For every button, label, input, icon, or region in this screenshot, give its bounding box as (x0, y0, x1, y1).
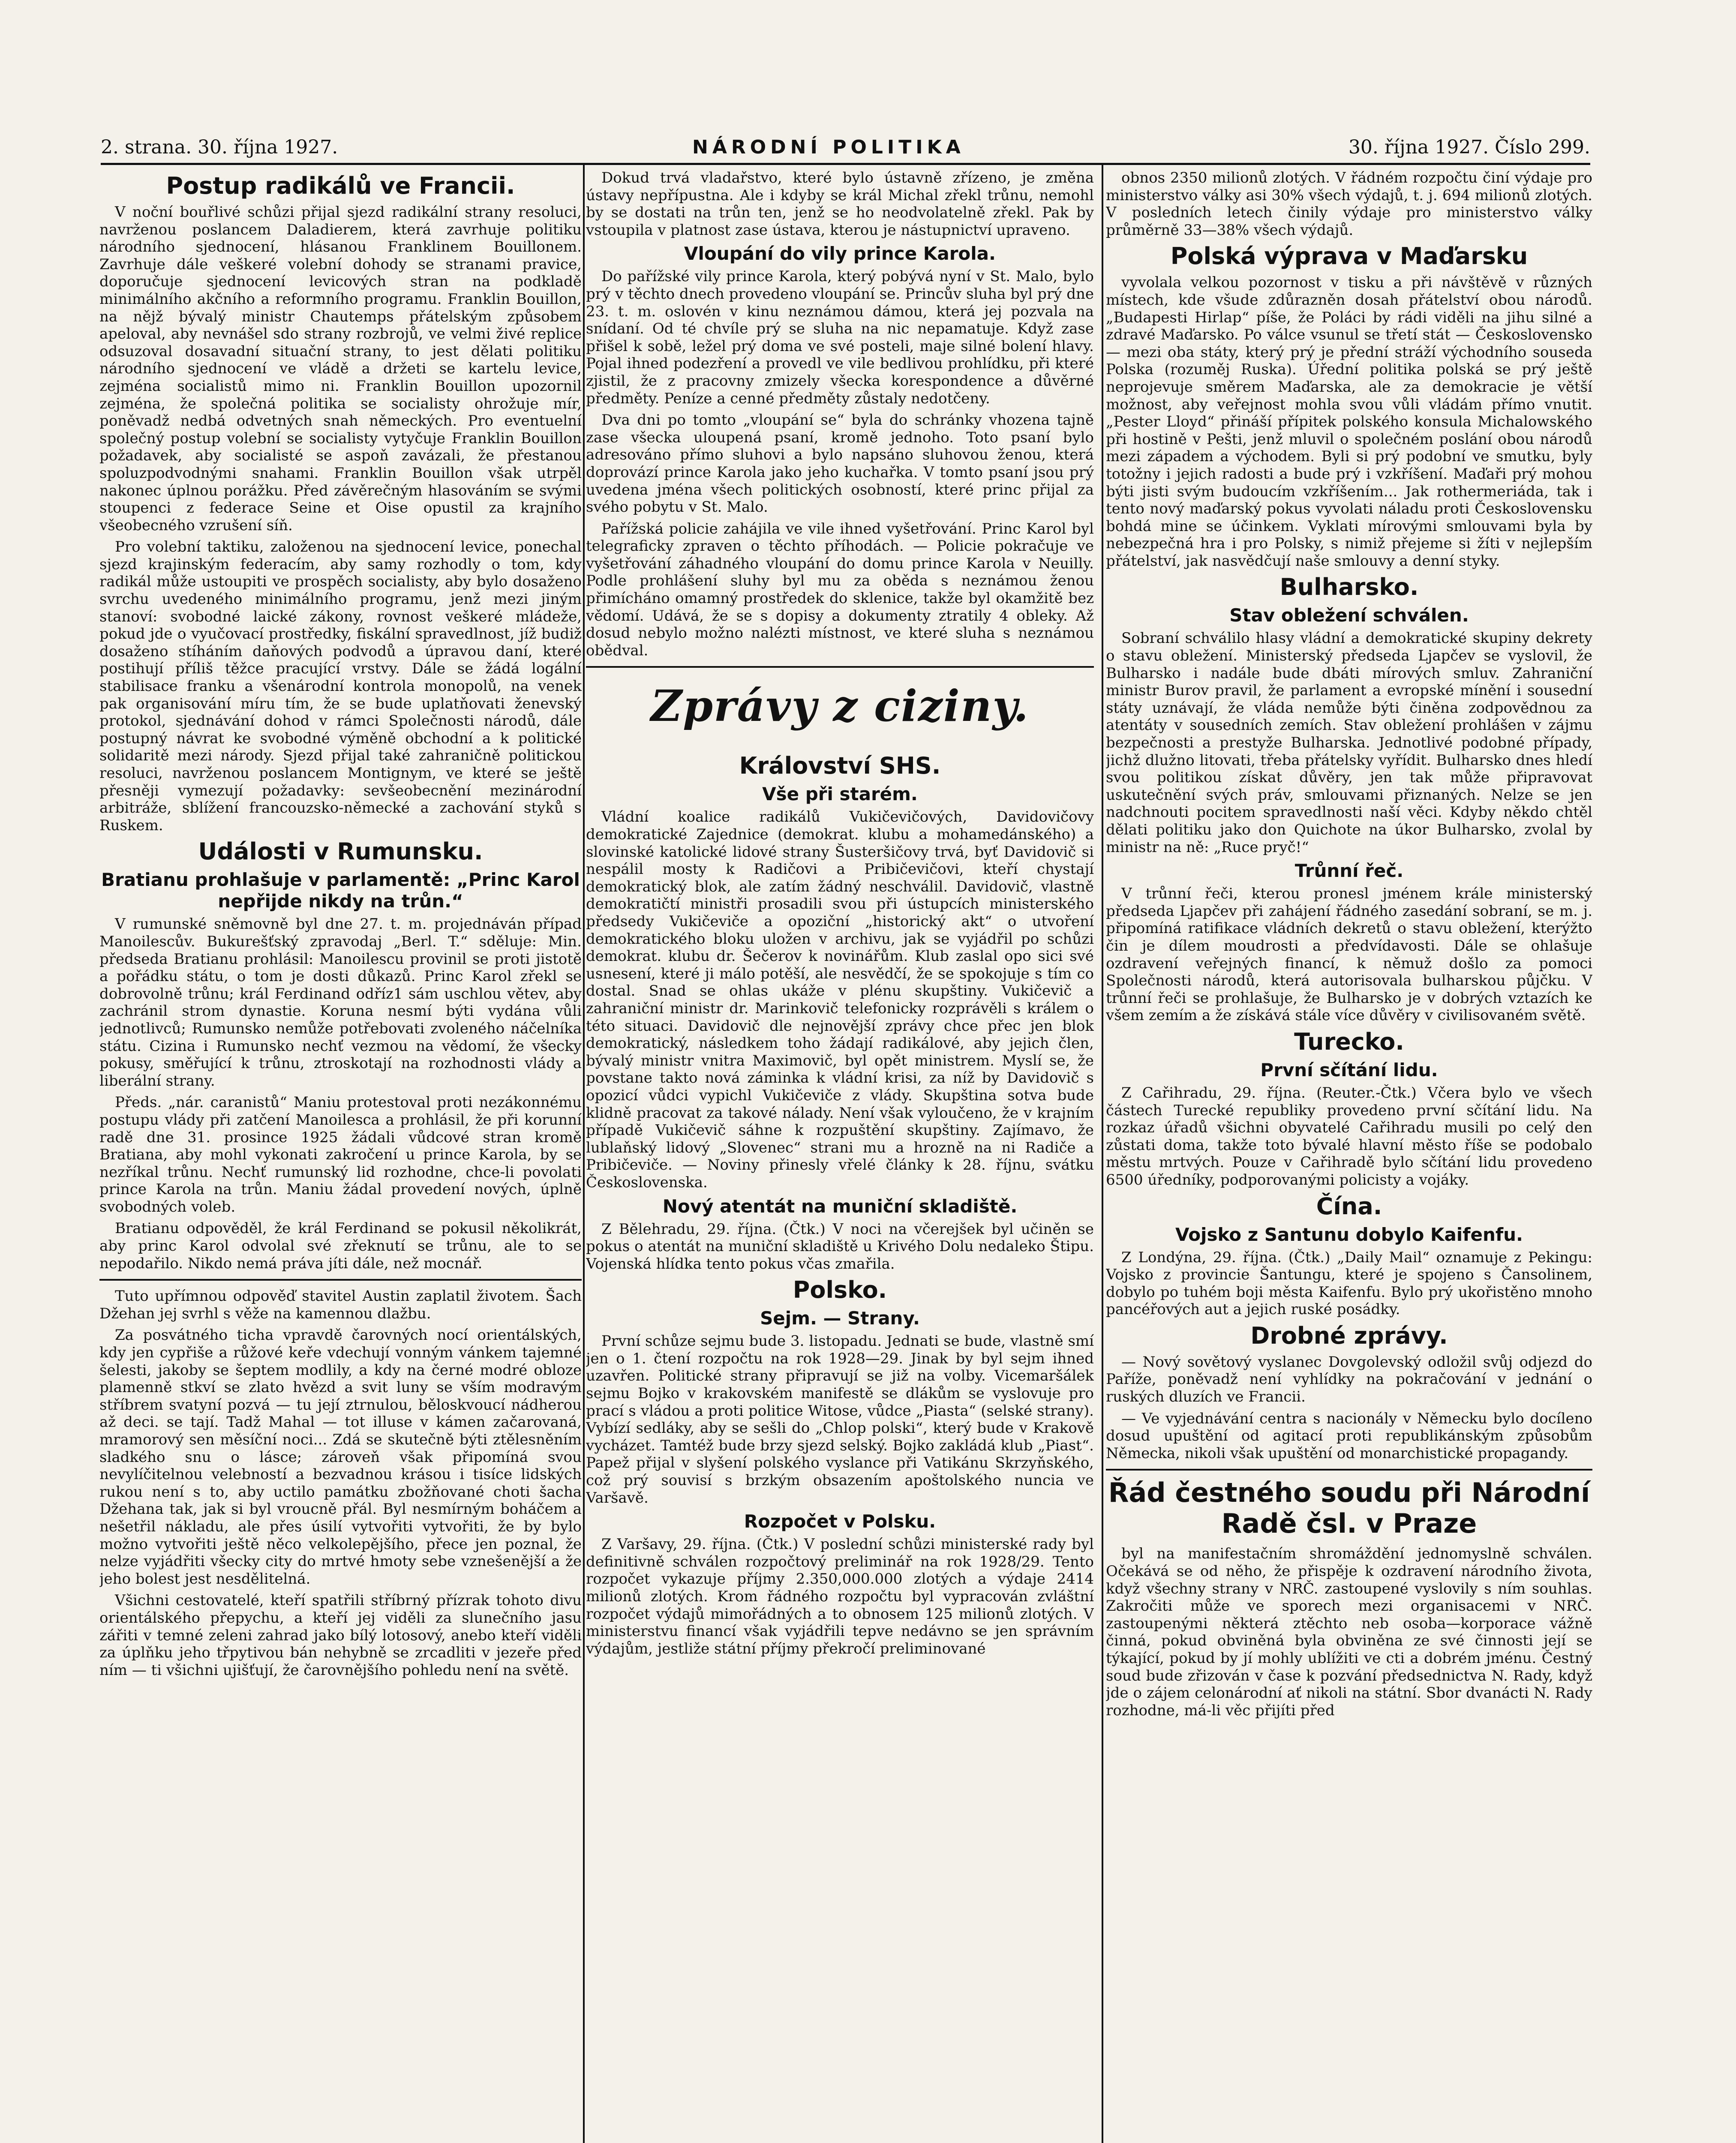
header-right: 30. října 1927. Číslo 299. (1348, 136, 1590, 158)
section-title-foreign-news: Zprávy z ciziny. (651, 681, 1029, 732)
paragraph: Do pařížské vily prince Karola, který pobývá nyní v St. Malo, bylo prý v těchto dnech provedeno vloupání se. Princův sluha byl prý dne 23. t. m. oslovén v kinu neznámou dámou, která jej pozvala na snídaní. Od té chvíle prý se sluha na nic nepamatuje. Když zase přišel k sobě, ležel prý doma ve své posteli, maje silné bolení hlavy. Pojal ihned podezření a provedl ve vile bedlivou prohlídku, při které zjistil, že z pracovny zmizely všecka korespondence a důvěrné předměty. Peníze a cenné předměty zůstaly nedotčeny. (586, 268, 1094, 407)
paragraph: Vládní koalice radikálů Vukičevičových, Davidovičovy demokratické Zajednice (demokrat. klubu a mohamedánského) a slovinské katolické lidové strany Šusteršičovy trvá, byť Davidovič si nespálil mosty k Radičovi a Pribičevičovi, kteří chystají demokratický blok, ale zatím žádný neschválil. Davidovič, vlastně demokratičtí ministři prosadili svou při ústupcích ministerského předsedy Vukičeviče a opoziční „historický akt“ o utvoření demokratického bloku uložen v archivu, jak se vyjádřil po schůzi demokrat. klubu dr. Šečerov k novinářům. Klub zaslal opo sici své usnesení, které ji málo potěší, ale nesvědčí, že se spokojuje s tím co dostal. Snad se ohlas ukáže v plénu skupštiny. Vukičevič a zahraniční ministr dr. Marinkovič telefonicky rozprávěli s králem o této situaci. Davidovič dle nejnovější zprávy chce přec jen blok demokratický, následkem toho žádají radikálové, aby jejich člen, bývalý ministr vnitra Maximovič, byl opět ministrem. Myslí se, že povstane takto nová záminka k vládní krisi, za níž by Davidovič s opozicí vůdci vypichl Vukičeviče z vlády. Skupština sotva bude klidně pracovat za takové nálady. Není však vyloučeno, že v krajním případě Vukičevič sáhne k rozpuštění skupštiny. Zajímavo, že lublaňský lidový „Slovenec“ strani mu a hrozně na ni Radiče a Pribičeviče. — Noviny přinesly vřelé články k 28. říjnu, svátku Československa. (586, 808, 1094, 1191)
column-3 (1106, 169, 1592, 2143)
paragraph: Dokud trvá vladařstvo, které bylo ústavně zřízeno, je změna ústavy nepřípustna. Ale i kdyby se král Michal zřekl trůnu, nemohl by se dostati na trůn ten, jenž se ho neodvolatelně zřekl. Pak by vstoupila v platnost zase ústava, kterou je nástupnictví upraveno. (586, 169, 1094, 239)
column-2 (586, 169, 1094, 2143)
paragraph: Z Cařihradu, 29. října. (Reuter.-Čtk.) Včera bylo ve všech částech Turecké republiky provedeno první sčítání lidu. Na rozkaz úřadů všichni obyvatelé Cařihradu musili po celý den zůstati doma, takže toto bývalé hlavní město říše se podobalo městu mrtvých. Pouze v Cařihradě bylo sčítání lidu provedeno 6500 úředníky, podporovanými policisty a vojáky. (1106, 1084, 1592, 1189)
paragraph: — Nový sovětový vyslanec Dovgolevský odložil svůj odjezd do Paříže, poněvadž není vyhlídky na pokračování v jednání o ruských dluzích ve Francii. (1106, 1353, 1592, 1406)
headline-honor-court: Řád čestného soudu při Národní Radě čsl. v Praze (1108, 1477, 1590, 1540)
paragraph: Z Bělehradu, 29. října. (Čtk.) V noci na včerejšek byl učiněn se pokus o atentát na muniční skladiště u Krivého Dolu nedaleko Štipu. Vojenská hlídka tento pokus včas zmařila. (586, 1220, 1094, 1273)
header-rule (101, 163, 1590, 165)
paragraph: obnos 2350 milionů zlotých. V řádném rozpočtu činí výdaje pro ministerstvo války asi 30% všech výdajů, t. j. 694 milionů zlotých. V posledních letech činily výdaje pro ministerstvo války průměrně 33—38% všech výdajů. (1106, 169, 1592, 239)
section-rule (586, 666, 1094, 668)
headline-romania: Události v Rumunsku. (198, 838, 483, 865)
paragraph: V noční bouřlivé schůzi přijal sjezd radikální strany resoluci, navrženou poslancem Daladierem, která zavrhuje politiku národního sjednocení, hlásanou Franklinem Bouillonem. Zavrhuje dále veškeré volební dohody se stranami pravice, doporučuje sjednocení levicových stran na podkladě minimálního akčního a reformního programu. Franklin Bouillon, na nějž bývalý ministr Chautemps přátelským způsobem apeloval, aby nevnášel sdo strany rozbrojů, ve velmi živé replice odsuzoval dosavadní situační strany, to jest dělati politiku národního sjednocení ve vládě a držeti se kartelu levice, zejména socialistů mimo ni. Franklin Bouillon upozornil zejména, že společná politika se socialisty ohrožuje mír, poněvadž nedbá odvetných snah německých. Pro eventuelní společný postup volební se socialisty vytyčuje Franklin Bouillon požadavek, aby socialisté se aspoň zavázali, že přestanou spoluzpodvodnými snahami. Franklin Bouillon však utrpěl nakonec úplnou porážku. Před závěrečným hlasováním se svými stoupenci z federace Seine et Oise opustil za krajního všeobecného vzrušení síň. (99, 204, 582, 534)
headline-brief-news: Drobné zprávy. (1250, 1322, 1448, 1349)
subheadline-bratianu: Bratianu prohlašuje v parlamentě: „Princ Karol nepřijde nikdy na trůn.“ (101, 869, 580, 912)
headline-budget-poland: Rozpočet v Polsku. (744, 1511, 936, 1532)
paragraph: Sobraní schválilo hlasy vládní a demokratické skupiny dekrety o stavu obležení. Ministerský předseda Ljapčev se vyslovil, že Bulharsko i nadále bude dbáti mírových smluv. Zahraniční ministr Burov pravil, že parlament a evropské mínění i sousední státy uznávají, že vláda nemůže býti činěna zodpovědnou za atentáty v sousedních zemích. Stav obležení prohlášen v zájmu bezpečnosti a prestyže Bulharska. Jednotlivé podobné případy, jichž dlužno litovati, třeba přátelsky vyřídit. Bulharsko dnes hledí svou politikou získat důvěry, jen tak může připravovat uskutečnění svých práv, smlouvami přiznaných. Nelze se jen nadchnouti pocitem spravedlnosti naší věci. Kdyby někdo chtěl dělati politiku jako don Quichote na úkor Bulharsko, zvolal by ministr na ně: „Ruce pryč!“ (1106, 630, 1592, 856)
paragraph: Za posvátného ticha vpravdě čarovných nocí orientálských, kdy jen cypřiše a růžové keře vdechují vonným vánkem tajemné šelesti, jakoby se šeptem modlily, a kdy na černé modré obloze plamenně stkví se zlato hvězd a svit luny se vším modravým stříbrem svatyní pozvá — tu její ztrnulou, běloskvoucí nádherou až deci. se tají. Tadž Mahal — tot illuse v kámen začarovaná, mramorový sen měsíční noci... Zdá se skutečně býti ztělesněním sladkého snu o lásce; zároveň však připomíná svou nevylíčitelnou velebností a bezvadnou krásou i tisíce lidských rukou není s to, aby uctilo památku zbožňované choti šacha Džehana tak, jak si byl vroucně přál. Byl nesmírným boháčem a nešetřil nákladu, ale přes úsilí vytvořiti vytvořiti, že by bylo možno vytvořiti ještě něco velkolepějšího, přece jen poznal, že nelze vyjádřiti všecky city do mrtvé hmoty sebe vznešenější a že jeho bolest jest nesdělitelná. (99, 1327, 582, 1588)
page-header (101, 136, 1590, 162)
subheadline-sejm: Sejm. — Strany. (760, 1308, 920, 1329)
headline-polish-expedition: Polská výprava v Maďarsku (1170, 243, 1528, 270)
headline-burglary-karol: Vloupání do vily prince Karola. (684, 243, 996, 264)
subheadline-state-of-siege: Stav obležení schválen. (1229, 605, 1469, 626)
paragraph: Pařížská policie zahájila ve vile ihned vyšetřování. Princ Karol byl telegraficky zpraven o těchto příhodách. — Policie pokračuje ve vyšetřování záhadného vloupání do domu prince Karola v Neuilly. Podle prohlášení sluhy byl mu za oběda s neznámou ženou přimícháno omamný prostředek do sklenice, takže byl okamžitě bez vědomí. Udává, že se s dopisy a dokumenty ztratily 4 obleky. Až dosud nebylo možno nalézti místnost, ve které sluha s neznámou obědval. (586, 520, 1094, 659)
section-rule (99, 1279, 582, 1281)
headline-throne-speech: Trůnní řeč. (1294, 860, 1404, 882)
header-left: 2. strana. 30. října 1927. (101, 136, 338, 158)
paragraph: — Ve vyjednávání centra s nacionály v Německu bylo docíleno dosud upuštění od agitací proti republikánským způsobům Německa, nikoli však upuštění od monarchistické propagandy. (1106, 1410, 1592, 1462)
headline-china: Čína. (1316, 1192, 1382, 1220)
paragraph: Z Varšavy, 29. října. (Čtk.) V poslední schůzi ministerské rady byl definitivně schválen rozpočtový preliminář na rok 1928/29. Tento rozpočet vykazuje příjmy 2.350,000.000 zlotých a výdaje 2414 milionů zlotých. Krom řádného rozpočtu byl vypracován zvláštní rozpočet výdajů mimořádných a to obnosem 125 milionů zlotých. V ministerstvu financí však vyjádřili tepve nedávno se jen správním výdajům, jestliže státní příjmy překročí preliminované (586, 1536, 1094, 1657)
paragraph: V rumunské sněmovně byl dne 27. t. m. projednáván případ Manoilescův. Bukurešťský zpravodaj „Berl. T.“ sděluje: Min. předseda Bratianu prohlásil: Manoilescu provinil se proti jistotě a pořádku státu, o tom je dosti důkazů. Princ Karol zřekl se dobrovolně trůnu; král Ferdinand odříz1 sám uschlou větev, aby zachránil strom dynastie. Koruna nesmí býti vydána vůli jednotlivců; Rumunsko nemůže potřebovati zvoleného náčelníka státu. Cizina i Rumunsko nechť vezmou na vědomí, že všecky pokusy, směřující k trůnu, ztroskotají na rozhodnosti vlády a liberální strany. (99, 915, 582, 1090)
section-rule (1106, 1469, 1592, 1471)
paragraph: V trůnní řeči, kterou pronesl jménem krále ministerský předseda Ljapčev při zahájení řádného zasedání sobraní, se m. j. připomíná ratifikace vládních dekretů o stavu obležení, kterýžto čin je dílem moudrosti a předvídavosti. Dále se ohlašuje ozdravení veřejných financí, k němuž došlo za pomoci Společnosti národů, která autorisovala bulharskou půjčku. V trůnní řeči se prohlašuje, že Bulharsko je v dobrých vztazích ke všem zemím a že získává stále více důvěry v civilisovaném světě. (1106, 885, 1592, 1024)
headline-radicals-france: Postup radikálů ve Francii. (166, 172, 515, 199)
paragraph: Z Londýna, 29. října. (Čtk.) „Daily Mail“ oznamuje z Pekingu: Vojsko z provincie Šantungu, které je spojeno s Čansolinem, dobylo po tuhém boji města Kaifenfu. Bylo prý ukořistěno mnoho pancéřových aut a jejich ruské posádky. (1106, 1249, 1592, 1318)
column-divider (1102, 163, 1103, 2143)
subheadline-kaifenfu: Vojsko z Santunu dobylo Kaifenfu. (1175, 1224, 1523, 1245)
paragraph: Dva dni po tomto „vloupání se“ byla do schránky vhozena tajně zase všecka uloupená psaní, kromě jednoho. Toto psaní bylo adresováno přímo sluhovi a bylo napsáno sluhovou ženou, která doprovází prince Karola jako jeho kuchařka. V tomto psaní jsou prý uvedena jména všech politických osobností, které princ přijal za svého pobytu v St. Malo. (586, 411, 1094, 516)
paragraph: Předs. „nár. caranistů“ Maniu protestoval proti nezákonnému postupu vlády při zatčení Manoilesca a prohlásil, že při korunní radě dne 31. prosince 1925 žádali vůdcové stran kromě Bratiana, aby mohl vykonati zakročení u prince Karola, by se nezříkal trůnu. Nechť rumunský lid rozhodne, chce-li povolati prince Karola na trůn. Maniu žádal provedení nových, úplně svobodných voleb. (99, 1094, 582, 1216)
column-1 (99, 169, 582, 2143)
headline-shs: Království SHS. (739, 752, 941, 780)
subheadline-shs: Vše při starém. (762, 783, 918, 805)
paragraph: byl na manifestačním shromáždění jednomyslně schválen. Očekává se od něho, že přispěje k ozdravení národního života, když všechny strany v NRČ. zastoupené vyslovily s ním souhlas. Zakročiti může ve sporech mezi organisacemi v NRČ. zastoupenými některá ztěchto neb osoba—korporace vážně činná, pokud obviněná byla obviněna ze své činnosti její se týkající, pokud by jí mohly ublížiti ve cti a dobrém jménu. Čestný soud bude zřizován v čase k pozvání předsednictva N. Rady, když jde o zájem celonárodní ať nikoli na státní. Sbor dvanácti N. Rady rozhodne, má-li věc přijíti před (1106, 1545, 1592, 1719)
paragraph: Bratianu odpověděl, že král Ferdinand se pokusil několikrát, aby princ Karol odvolal své zřeknutí se trůnu, ale to se nepodařilo. Nikdo nemá práva jíti dále, než mocnář. (99, 1220, 582, 1272)
paragraph: První schůze sejmu bude 3. listopadu. Jednati se bude, vlastně smí jen o 1. čtení rozpočtu na rok 1928—29. Jinak by byl sejm ihned uzavřen. Politické strany připravují se již na volby. Vicemaršálek sejmu Bojko v krakovském manifestě se dlákům se vyslovuje pro prací s vládou a proti politice Witose, vůdce „Piasta“ (selské strany). Vybízí sedláky, aby se sešli do „Chlop polski“, který bude v Krakově vycházet. Tamtéž bude brzy sjezd selský. Bojko zakládá klub „Piast“. Papež přijal v slyšení polského vyslance při Vatikánu Skrzyňského, což prý souvisí s brzkým obsazením apoštolského nuncia ve Varšavě. (586, 1333, 1094, 1507)
column-divider (583, 163, 585, 2143)
headline-turkey: Turecko. (1294, 1028, 1404, 1055)
subheadline-census: První sčítání lidu. (1260, 1059, 1438, 1081)
paragraph: Tuto upřímnou odpověď stavitel Austin zaplatil životem. Šach Džehan jej svrhl s věže na kamennou dlažbu. (99, 1288, 582, 1322)
headline-bulgaria: Bulharsko. (1279, 573, 1419, 601)
paragraph: Všichni cestovatelé, kteří spatřili stříbrný přízrak tohoto divu orientálského přepychu, a kteří jej viděli za slunečního jasu zářiti v temné zeleni zahrad jako bílý lotosový, anebo kteří viděli za úplňku jeho třpytivou bán nehybně se zrcadliti v jezeře před ním — ti všichni ujišťují, že čarovnějšího pohledu není na světě. (99, 1592, 582, 1679)
paragraph: Pro volební taktiku, založenou na sjednocení levice, ponechal sjezd krajinským federacím, aby samy rozhodly o tom, kdy radikál může ustoupiti ve prospěch socialisty, aby bylo dosaženo svrchu uvedeného minimálního programu, jenž mezi jiným stanoví: svobodné laické zákony, rovnost veškeré mládeže, pokud jde o vyučovací prostředky, fiskální spravedlnost, jíž budiž dosaženo stíháním daňových podvodů a úpravou daní, které postihují příliš těžce pracující vrstvy. Dále se žádá logální stabilisace franku a všenárodní kontrola monopolů, na venek pak organisování míru tím, že se bude uplatňovati ženevský protokol, sjednávání dohod v rámci Společnosti národů, dále postupný návrat ke svobodné výměně obchodní a k politické solidaritě mezi národy. Sjezd přijal také zahraničně politickou resoluci, navrženou poslancem Montignym, ve které se ještě přesněji vymezují požadavky: sevšeobecnění mezinárodní arbitráže, sblížení francouzsko-německé a zachování styků s Ruskem. (99, 538, 582, 834)
headline-munitions: Nový atentát na muniční skladiště. (662, 1195, 1018, 1217)
masthead-title: NÁRODNÍ POLITIKA (692, 136, 965, 158)
headline-poland: Polsko. (793, 1276, 887, 1304)
paragraph: vyvolala velkou pozornost v tisku a při návštěvě v různých místech, kde všude zdůrazněn dosah přátelství obou národů. „Budapesti Hirlap“ píše, že Poláci by rádi viděli na jihu silné a zdravé Maďarsko. Po válce vsunul se třetí stát — Československo — mezi oba státy, který prý je přední stráží východního souseda Polska (rozuměj Ruska). Úřední politika polská se prý ještě neprojevuje směrem Maďarska, ale za demokracie je větší možnost, aby veřejnost mohla svou vůli vládám přímo vnutit. „Pester Lloyd“ přináší přípitek polského konsula Michalowského při hostině v Pešti, jenž mluvil o společném poslání obou národů mezi západem a východem. Byli si prý podobní ve smutku, byly totožny i jejich radosti a bude prý i vzkříšení. Maďaři prý mohou býti jisti svým budoucím vzkříšením... Jak rothermeriáda, tak i tento nový maďarský pokus vyvolati náladu proti Československu bohdá mine se účinkem. Vyklati mírovými smlouvami byla by nebezpečná hra i pro Polsky, s nimiž přejeme si žíti v nejlepším přátelství, jak nasvědčují naše smlouvy a denní styky. (1106, 274, 1592, 570)
